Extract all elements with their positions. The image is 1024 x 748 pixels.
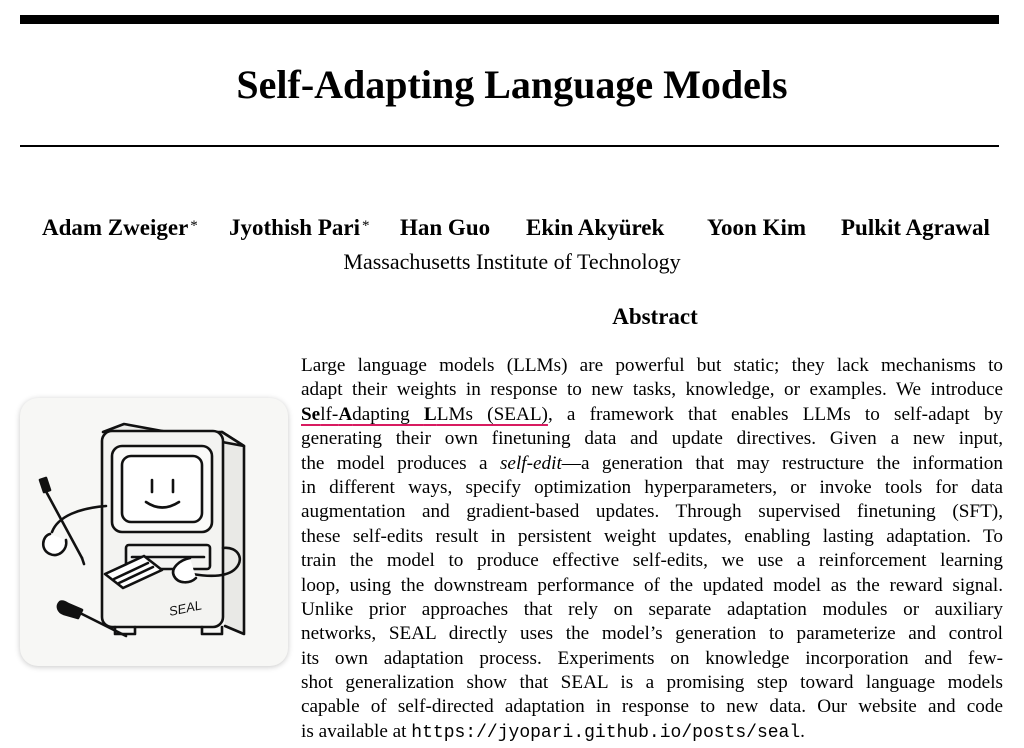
abstract-line: generating their own finetuning data and update directives. Given a new input, <box>301 428 1003 450</box>
computer-logo: SEAL <box>167 597 204 619</box>
abstract-line: Large language models (LLMs) are powerful but static; they lack mechanisms to <box>301 355 1003 376</box>
retro-computer-illustration <box>20 398 288 666</box>
abstract-line: the model produces a self-edit—a generation that may restructure the information <box>301 452 1003 474</box>
abstract-line: Unlike prior approaches that rely on separate adaptation modules or auxiliary <box>301 598 1003 620</box>
abstract-line: capable of self-directed adaptation in response to new data. Our website and code <box>301 696 1003 718</box>
affiliation: Massachusetts Institute of Technology <box>343 249 681 274</box>
author-name: Adam Zweiger * <box>42 215 198 240</box>
abstract-line: its own adaptation process. Experiments on knowledge incorporation and few- <box>301 647 1003 669</box>
computer-side-panel <box>222 432 244 634</box>
author-name: Ekin Akyürek <box>526 215 665 240</box>
abstract-line: Self-Adapting LLMs (SEAL), a framework that enables LLMs to self-adapt by <box>301 403 1004 425</box>
left-hand <box>43 534 66 555</box>
abstract-line: augmentation and gradient-based updates. Through supervised finetuning (SFT), <box>301 501 1003 523</box>
abstract-line: in different ways, specify optimization hyperparameters, or invoke tools for data <box>301 476 1003 498</box>
abstract-line: is available at https://jyopari.github.io/posts/seal. <box>301 720 805 743</box>
author-name: Jyothish Pari * <box>229 215 370 240</box>
abstract-line: train the model to produce effective self-edits, we use a reinforcement learning <box>301 550 1003 572</box>
abstract-line: these self-edits result in persistent weight updates, enabling lasting adaptation. To <box>301 525 1003 547</box>
screen <box>122 456 202 522</box>
author-name: Han Guo <box>400 215 491 240</box>
author-list <box>0 210 1024 246</box>
self-edit-term: self-edit <box>499 452 562 474</box>
website-link[interactable]: https://jyopari.github.io/posts/seal <box>411 722 801 743</box>
title-bottom-rule <box>20 145 999 147</box>
abstract-body <box>301 354 1003 744</box>
abstract-line: shot generalization show that SEAL is a promising step toward language models <box>301 672 1003 694</box>
paper-title: Self-Adapting Language Models <box>236 62 788 107</box>
abstract-heading: Abstract <box>612 304 698 329</box>
author-name: Pulkit Agrawal <box>841 215 990 240</box>
abstract-line: loop, using the downstream performance of the updated model as the reward signal. <box>301 574 1003 596</box>
equal-contribution-mark: * <box>190 218 198 234</box>
abstract-line: adapt their weights in response to new tasks, knowledge, or examples. We introduce <box>301 379 1003 401</box>
abstract-line: networks, SEAL directly uses the model’s generation to parameterize and control <box>301 623 1003 645</box>
seal-mascot-figure <box>20 398 288 666</box>
title-top-rule <box>20 15 999 24</box>
seal-name-highlight: Self-Adapting LLMs (SEAL) <box>301 403 548 425</box>
equal-contribution-mark: * <box>361 218 370 234</box>
author-name: Yoon Kim <box>707 215 807 240</box>
